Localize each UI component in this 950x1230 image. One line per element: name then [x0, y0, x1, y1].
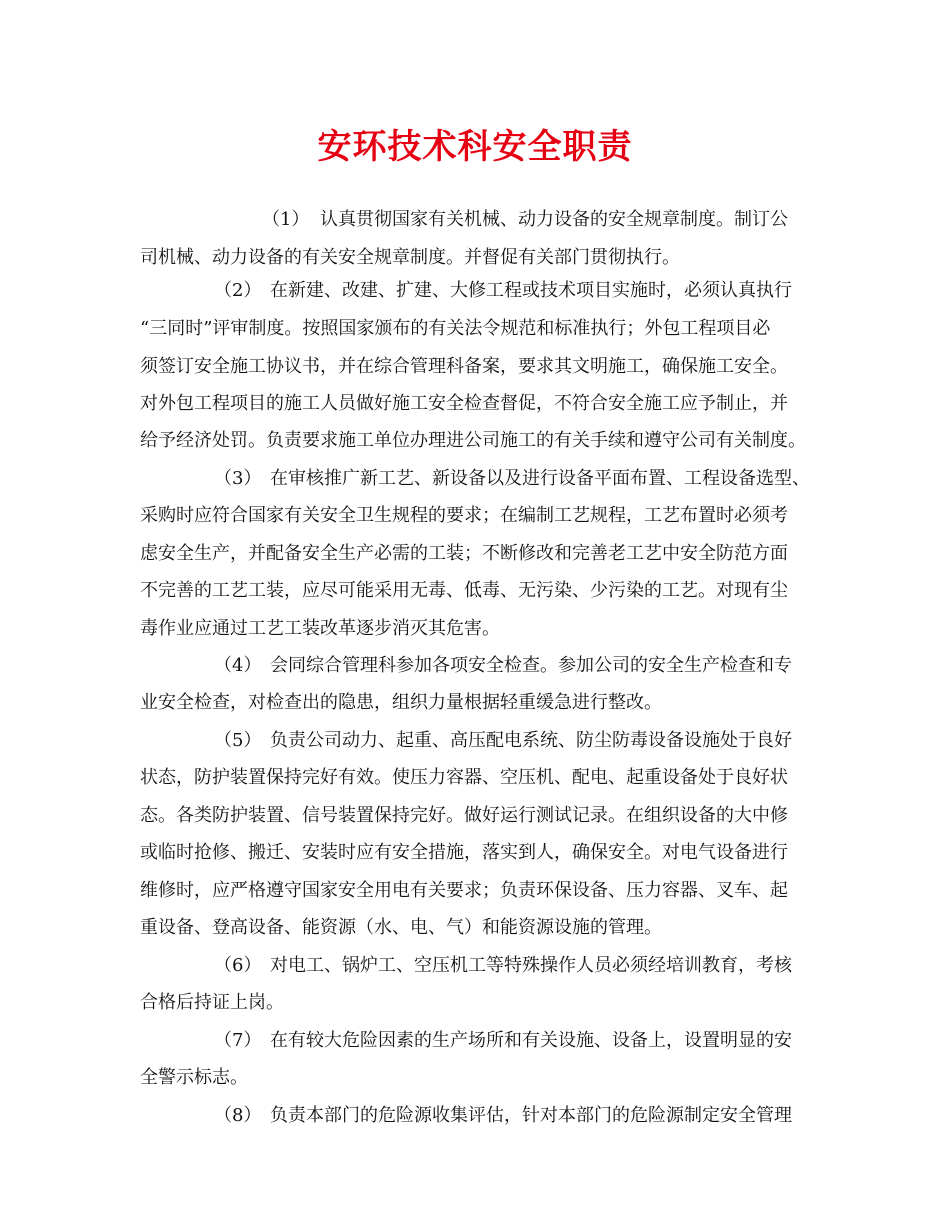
item-text: 会同综合管理科参加各项安全检查。参加公司的安全生产检查和专: [270, 655, 792, 676]
paragraph-line: [214, 654, 792, 678]
paragraph-line: “三同时”评审制度。按照国家颁布的有关法令规范和标准执行；外包工程项目必: [140, 318, 771, 339]
paragraph-line: 状态，防护装置保持完好有效。使压力容器、空压机、配电、起重设备处于良好状: [140, 767, 788, 788]
paragraph-line: 不完善的工艺工装，应尽可能采用无毒、低毒、无污染、少污染的工艺。对现有尘: [140, 580, 788, 601]
paragraph-line: [214, 1104, 792, 1128]
paragraph-line: 司机械、动力设备的有关安全规章制度。并督促有关部门贯彻执行。: [140, 247, 680, 268]
paragraph-line: 毒作业应通过工艺工装改革逐步消灭其危害。: [140, 618, 500, 639]
item-text: 对电工、锅炉工、空压机工等特殊操作人员必须经培训教育，考核: [270, 955, 792, 976]
item-text: 负责本部门的危险源收集评估，针对本部门的危险源制定安全管理: [270, 1105, 792, 1126]
item-text: 在新建、改建、扩建、大修工程或技术项目实施时，必须认真执行: [270, 280, 792, 301]
item-number: （1）: [262, 209, 310, 230]
paragraph-line: 态。各类防护装置、信号装置保持完好。做好运行测试记录。在组织设备的大中修: [140, 805, 788, 826]
paragraph-line: 全警示标志。: [140, 1067, 248, 1088]
item-number: （3）: [214, 468, 262, 489]
item-number: （2）: [214, 280, 262, 301]
paragraph-line: 业安全检查，对检查出的隐患，组织力量根据轻重缓急进行整改。: [140, 692, 662, 713]
paragraph-line: 对外包工程项目的施工人员做好施工安全检查督促，不符合安全施工应予制止，并: [140, 393, 788, 414]
paragraph-line: 合格后持证上岗。: [140, 992, 284, 1013]
item-number: （6）: [214, 955, 262, 976]
item-number: （4）: [214, 655, 262, 676]
item-text: 负责公司动力、起重、高压配电系统、防尘防毒设备设施处于良好: [270, 730, 792, 751]
item-text: 在有较大危险因素的生产场所和有关设施、设备上，设置明显的安: [270, 1030, 792, 1051]
paragraph-line: [214, 279, 792, 303]
item-number: （8）: [214, 1105, 262, 1126]
item-text: 认真贯彻国家有关机械、动力设备的安全规章制度。制订公: [320, 209, 788, 230]
item-number: （5）: [214, 730, 262, 751]
paragraph-line: [214, 954, 792, 978]
paragraph-line: 给予经济处罚。负责要求施工单位办理进公司施工的有关手续和遵守公司有关制度。: [140, 430, 806, 451]
paragraph-line: 虑安全生产，并配备安全生产必需的工装；不断修改和完善老工艺中安全防范方面: [140, 543, 788, 564]
paragraph-line: 维修时，应严格遵守国家安全用电有关要求；负责环保设备、压力容器、叉车、起: [140, 880, 788, 901]
paragraph-line: [214, 467, 810, 491]
paragraph-line: 重设备、登高设备、能资源（水、电、气）和能资源设施的管理。: [140, 917, 662, 938]
paragraph-line: 采购时应符合国家有关安全卫生规程的要求；在编制工艺规程，工艺布置时必须考: [140, 505, 788, 526]
item-number: （7）: [214, 1030, 262, 1051]
document-title: 安环技术科安全职责: [317, 127, 633, 167]
paragraph-line: 或临时抢修、搬迁、安装时应有安全措施，落实到人，确保安全。对电气设备进行: [140, 842, 788, 863]
paragraph-line: [214, 1029, 792, 1053]
paragraph-line: 须签订安全施工协议书，并在综合管理科备案，要求其文明施工，确保施工安全。: [140, 356, 788, 377]
paragraph-line: [262, 208, 788, 232]
item-text: 在审核推广新工艺、新设备以及进行设备平面布置、工程设备选型、: [270, 468, 810, 489]
paragraph-line: [214, 729, 792, 753]
